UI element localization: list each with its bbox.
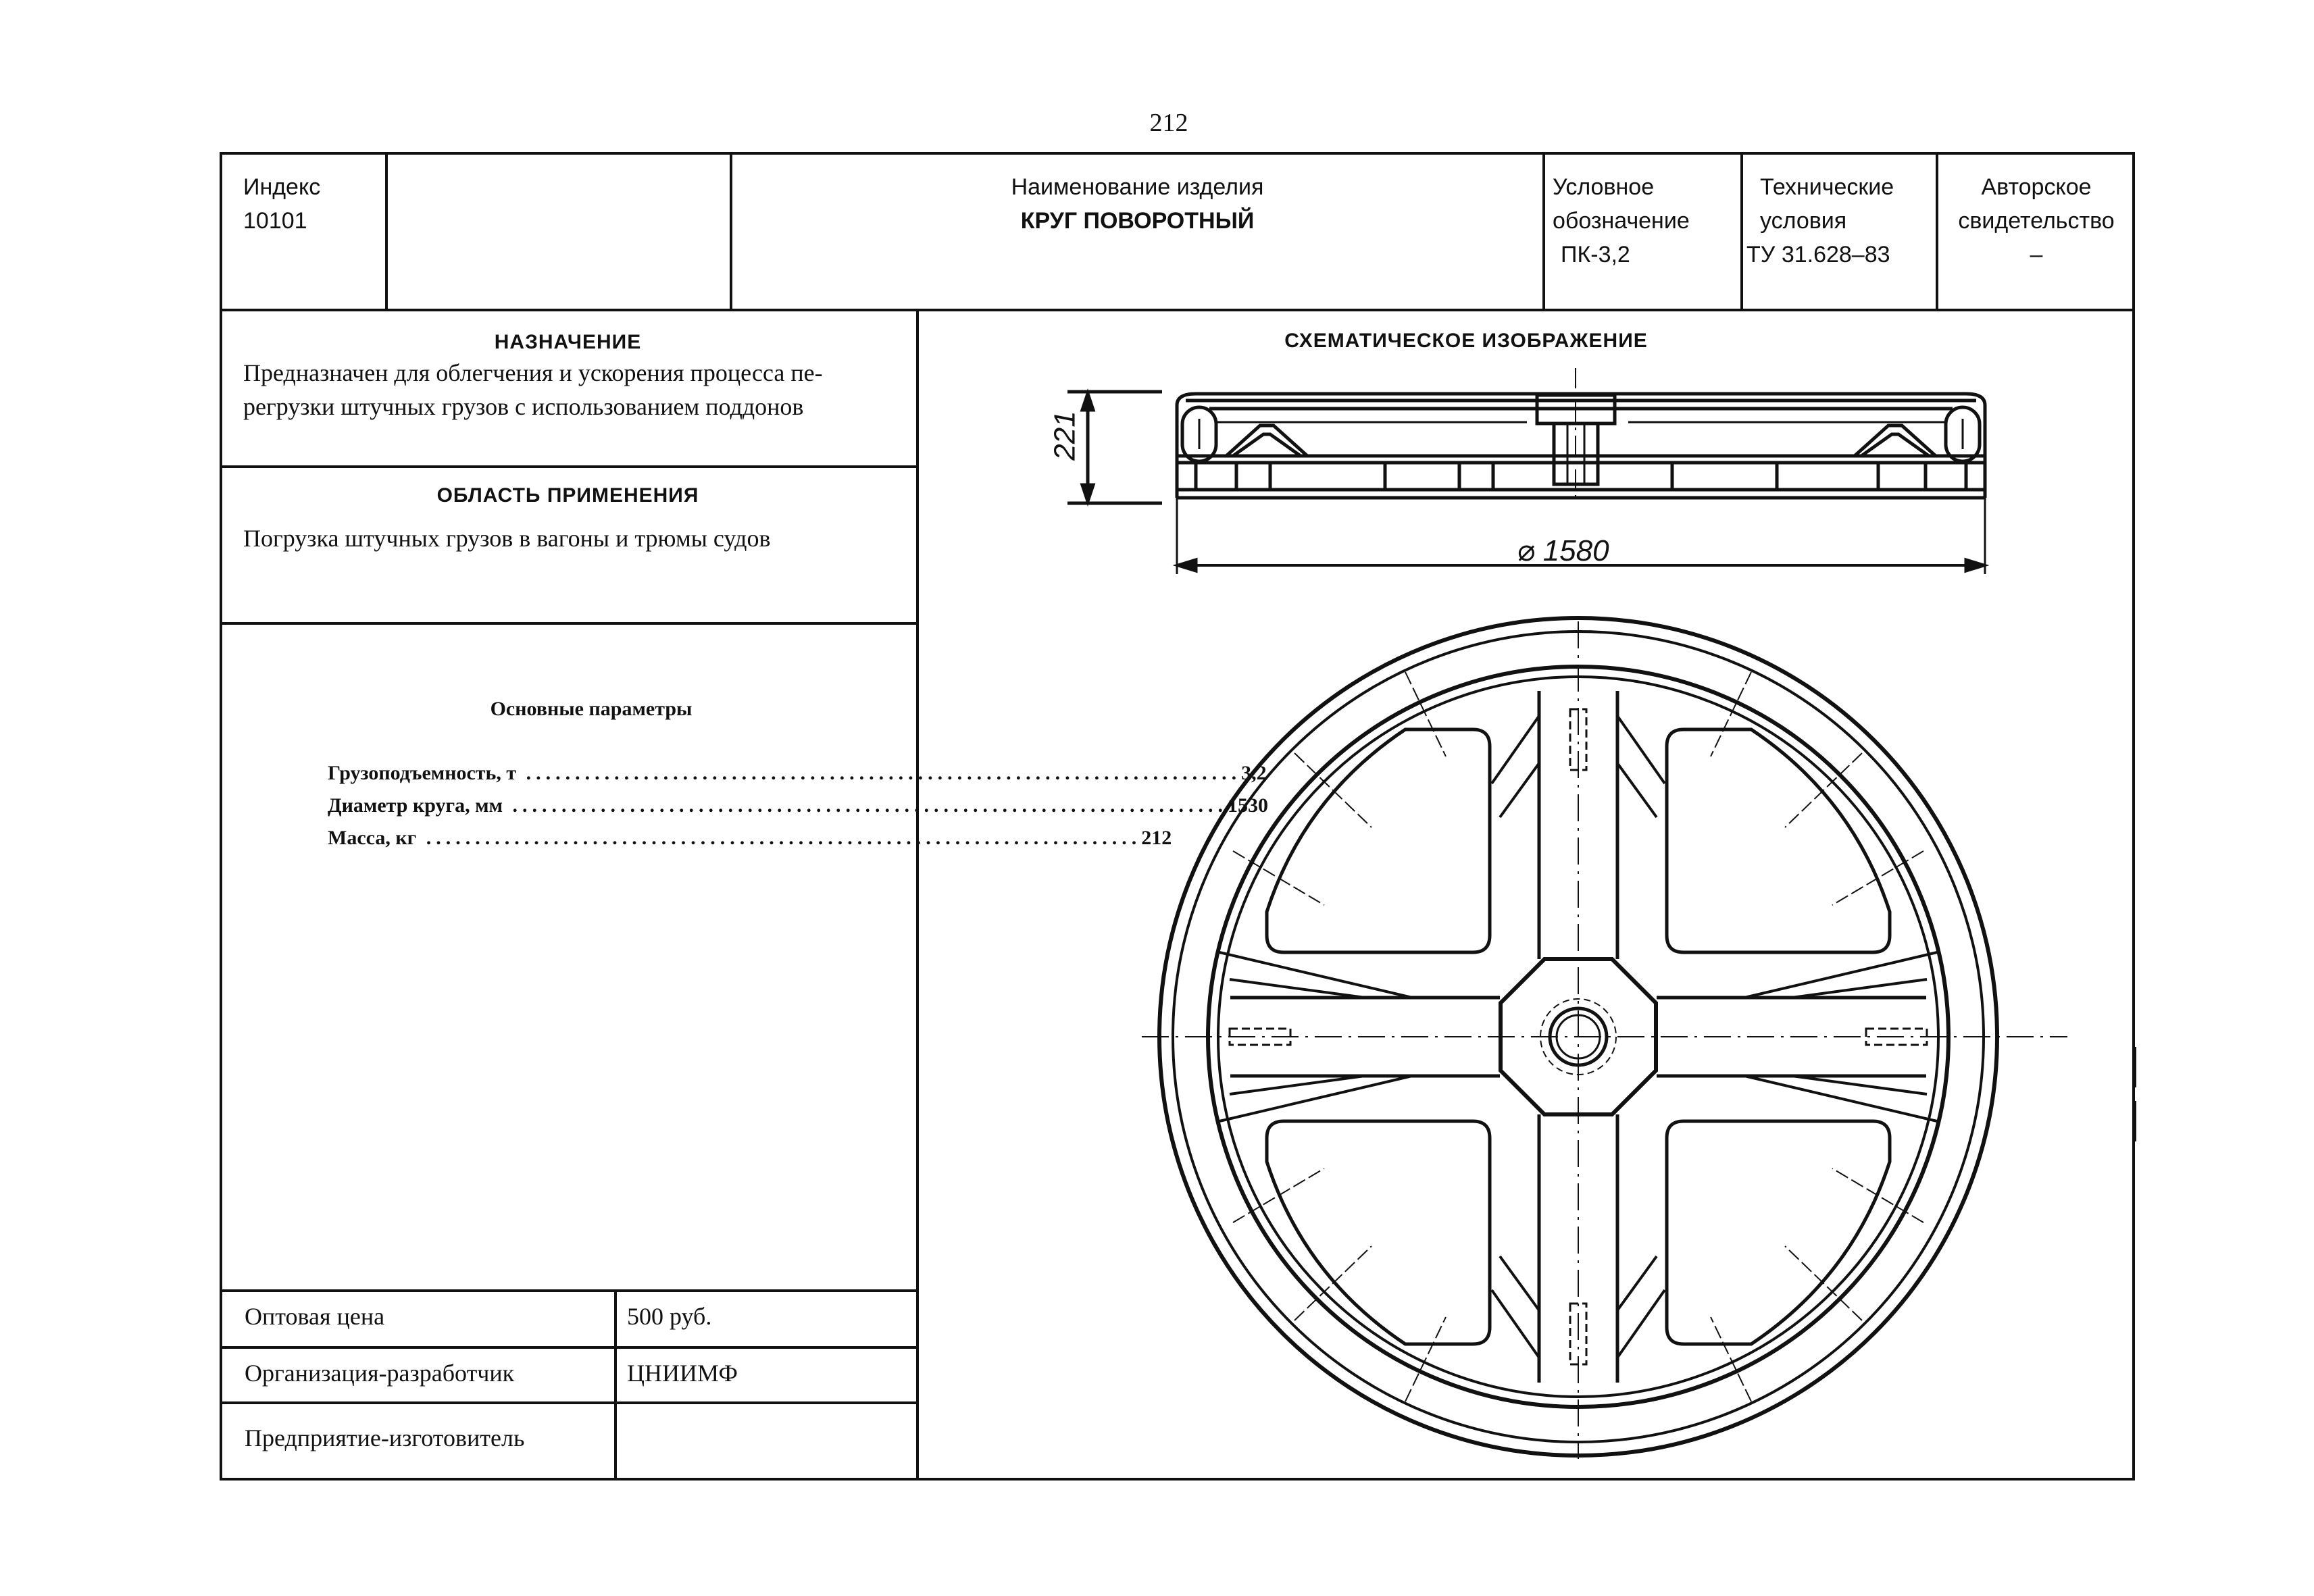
purpose-text xyxy=(243,356,823,423)
frame-bottom xyxy=(220,1478,2135,1481)
parameter-value: 3,2 xyxy=(1241,762,1267,784)
parameters-list xyxy=(328,762,1269,859)
parameter-label: Диаметр круга, мм xyxy=(328,794,503,817)
parameter-value: 212 xyxy=(1141,827,1172,849)
price-value: 500 руб. xyxy=(627,1303,712,1330)
specs-cell xyxy=(1746,170,1894,272)
certificate-value: – xyxy=(2030,242,2043,267)
certificate-cell xyxy=(1940,170,2132,272)
top-view-drawing xyxy=(1122,594,2094,1472)
footer-divider-1 xyxy=(220,1289,917,1292)
parameter-leader: ......................................................................... xyxy=(516,762,1242,784)
schematic-title: СХЕМАТИЧЕСКОЕ ИЗОБРАЖЕНИЕ xyxy=(1284,330,1648,352)
price-label: Оптовая цена xyxy=(245,1303,385,1330)
name-label: Наименование изделия xyxy=(1011,174,1264,200)
name-cell xyxy=(732,170,1542,238)
product-name: КРУГ ПОВОРОТНЫЙ xyxy=(1020,208,1255,234)
parameter-label: Масса, кг xyxy=(328,827,417,849)
page-number: 212 xyxy=(1149,109,1188,137)
purpose-line-2: регрузки штучных грузов с использованием поддонов xyxy=(243,393,804,420)
footer-divider-2 xyxy=(220,1346,917,1349)
header-sep-1 xyxy=(385,152,388,310)
footer-col-divider xyxy=(614,1289,617,1479)
header-sep-4 xyxy=(1740,152,1743,310)
margin-mark-1 xyxy=(2134,1047,2136,1087)
designation-label-1: Условное xyxy=(1553,174,1655,200)
header-sep-5 xyxy=(1936,152,1938,310)
purpose-line-1: Предназначен для облегчения и ускорения процесса пе- xyxy=(243,359,823,386)
application-title: ОБЛАСТЬ ПРИМЕНЕНИЯ xyxy=(436,484,699,507)
parameter-row xyxy=(328,762,1267,794)
parameter-value: 1530 xyxy=(1228,794,1269,817)
header-divider xyxy=(220,309,2135,311)
developer-value: ЦНИИМФ xyxy=(627,1360,738,1387)
index-cell xyxy=(243,170,320,238)
frame-top xyxy=(220,152,2135,155)
parameter-row xyxy=(328,794,1269,827)
parameters-title: Основные параметры xyxy=(490,698,693,720)
index-value: 10101 xyxy=(243,208,307,234)
footer-divider-3 xyxy=(220,1401,917,1404)
specs-value: ТУ 31.628–83 xyxy=(1746,242,1890,267)
margin-mark-2 xyxy=(2134,1101,2136,1141)
purpose-title: НАЗНАЧЕНИЕ xyxy=(494,331,642,353)
developer-label: Организация-разработчик xyxy=(245,1360,515,1387)
height-dimension-label: 221 xyxy=(1048,411,1082,461)
frame-right xyxy=(2132,152,2135,1481)
designation-value: ПК-3,2 xyxy=(1561,242,1630,267)
main-divider xyxy=(916,309,919,1481)
parameter-leader: ......................................................................... xyxy=(503,794,1228,817)
left-divider-2 xyxy=(220,622,917,625)
parameter-label: Грузоподъемность, т xyxy=(328,762,517,784)
designation-label-2: обозначение xyxy=(1553,208,1690,234)
certificate-label-2: свидетельство xyxy=(1958,208,2115,234)
diameter-dimension-label: ⌀ 1580 xyxy=(1517,534,1609,567)
manufacturer-label: Предприятие-изготовитель xyxy=(245,1424,525,1451)
index-label: Индекс xyxy=(243,174,321,200)
specs-label-2: условия xyxy=(1760,208,1847,234)
specs-label-1: Технические xyxy=(1760,174,1894,200)
parameter-row xyxy=(328,827,1172,859)
application-text: Погрузка штучных грузов в вагоны и трюмы судов xyxy=(243,525,771,552)
designation-cell xyxy=(1553,170,1690,272)
certificate-label-1: Авторское xyxy=(1981,174,2092,200)
header-sep-3 xyxy=(1542,152,1545,310)
left-divider-1 xyxy=(220,465,917,468)
parameter-leader: ......................................................................... xyxy=(416,827,1142,849)
